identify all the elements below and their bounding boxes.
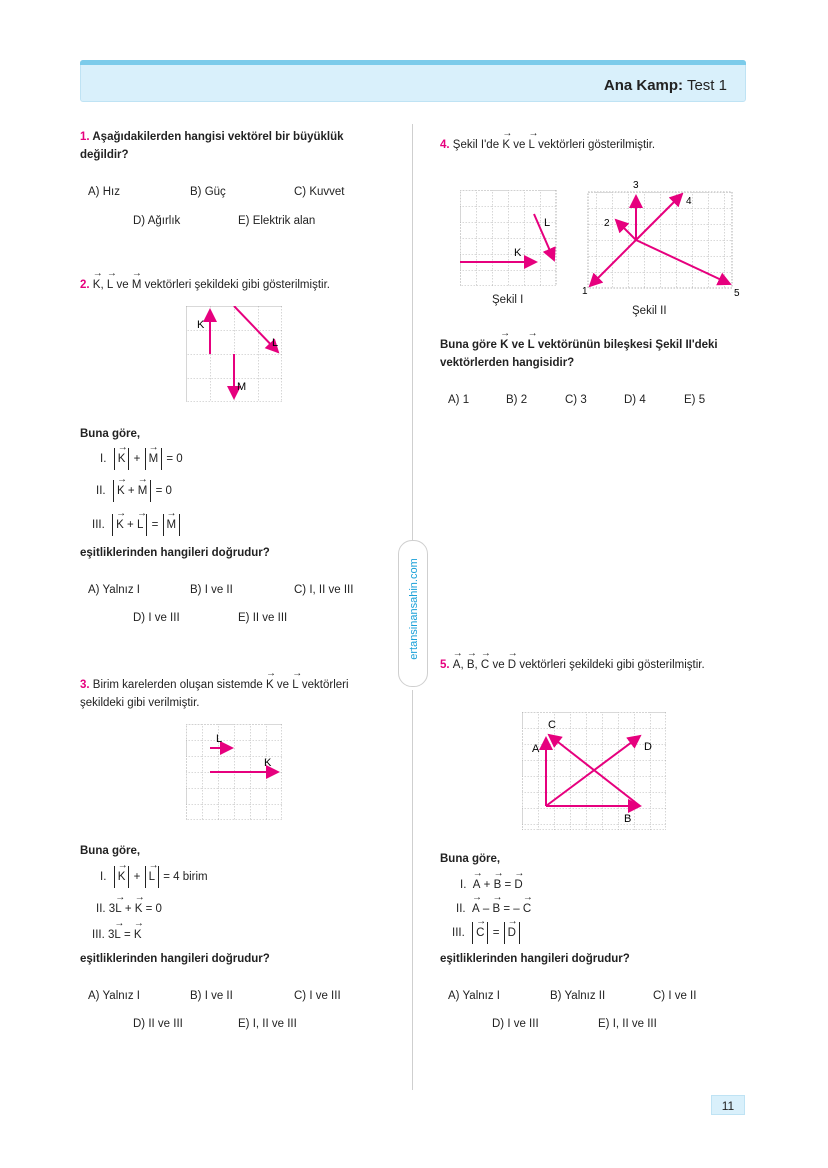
q2-roman-1: I. [100, 453, 107, 465]
q5-question: eşitliklerinden hangileri doğrudur? [440, 953, 630, 965]
q2-option-a[interactable]: A) Yalnız I [88, 584, 140, 596]
q3-roman-1: I. [100, 871, 107, 883]
q4-option-a[interactable]: A) 1 [448, 394, 470, 406]
q5-eq3-equals: = [492, 927, 500, 939]
q3-text1a: Birim karelerden oluşan sistemde [92, 679, 263, 691]
q4-q-a: Buna göre [440, 339, 497, 351]
q2-vec-m: → M [132, 276, 142, 294]
q4-fig2-num-3: 3 [633, 180, 639, 191]
q4-fig2-caption: Şekil II [632, 305, 667, 317]
q1-option-e[interactable]: E) Elektrik alan [238, 215, 316, 227]
q3-eq3-k: → K [134, 924, 142, 946]
q5-option-a[interactable]: A) Yalnız I [448, 990, 500, 1002]
q2-label-m: M [237, 381, 247, 393]
q4-option-c[interactable]: C) 3 [565, 394, 587, 406]
q3-text2: şekildeki gibi verilmiştir. [80, 697, 200, 709]
q3-option-c[interactable]: C) I ve III [294, 990, 341, 1002]
q2-eq1-k: → K [118, 448, 126, 470]
q4-q-l: → L [528, 336, 535, 354]
q2-eq1-m: → M [149, 448, 159, 470]
q1-option-b[interactable]: B) Güç [190, 186, 226, 198]
page-number: 11 [711, 1095, 745, 1115]
q2-eq3-l: → L [137, 514, 143, 536]
q4-q-b: vektörünün bileşkesi Şekil II'deki [537, 339, 718, 351]
q3-eq2-plus: + [124, 903, 132, 915]
q5-number: 5. [440, 659, 450, 671]
watermark-box [398, 540, 428, 687]
q4-fig2-num-1: 1 [582, 286, 588, 297]
q4-option-b[interactable]: B) 2 [506, 394, 528, 406]
q2-text-end: vektörleri şekildeki gibi gösterilmiştir. [144, 279, 330, 291]
q3-vec-k: → K [266, 676, 274, 694]
q3-eq1-l: → L [149, 866, 155, 888]
q4-figure2 [580, 176, 746, 300]
q3-option-e[interactable]: E) I, II ve III [238, 1018, 297, 1030]
q2-eq1 [100, 448, 183, 470]
q2-eq2-m: → M [138, 480, 148, 502]
q4-question [440, 336, 760, 372]
q5-option-b[interactable]: B) Yalnız II [550, 990, 606, 1002]
q2-figure [186, 306, 282, 402]
q5-eq3-c: → C [476, 922, 484, 944]
q3-eq1 [100, 866, 208, 888]
q2-label-l: L [272, 337, 279, 349]
q3-eq1-k: → K [118, 866, 126, 888]
q5-eq3-d: → D [508, 922, 516, 944]
q1-text-line2: değildir? [80, 149, 129, 161]
q4-vec-k: → K [502, 136, 510, 154]
q5-eq2-a: → A [472, 898, 480, 920]
q5-eq1-b: → B [494, 874, 502, 896]
q3-eq3-l: → L [114, 924, 120, 946]
q3-text1b: vektörleri [301, 679, 349, 691]
q2-text: 2. → K, → L ve → M vektörleri şekildeki gibi gösterilmiştir. [80, 276, 400, 294]
column-divider-lower [412, 690, 413, 1090]
q2-eq3-k: → K [116, 514, 124, 536]
q3-label-k: K [264, 757, 272, 769]
q1-option-c[interactable]: C) Kuvvet [294, 186, 345, 198]
q5-label-a: A [532, 743, 540, 755]
q4-option-d[interactable]: D) 4 [624, 394, 646, 406]
q2-roman-3: III. [92, 519, 105, 531]
q3-eq2 [96, 898, 162, 920]
q5-option-d[interactable]: D) I ve III [492, 1018, 539, 1030]
q3-eq2-l: → L [115, 898, 121, 920]
q3-vec-l: → L [292, 676, 298, 694]
q3-roman-3: III. [92, 929, 105, 941]
q2-ve: ve [116, 279, 129, 291]
q5-eq2-c: → C [523, 898, 531, 920]
q3-label-l: L [216, 733, 223, 745]
q4-ve: ve [513, 139, 526, 151]
q3-option-d[interactable]: D) II ve III [133, 1018, 183, 1030]
q5-eq1-d: → D [514, 874, 522, 896]
q1-option-d[interactable]: D) Ağırlık [133, 215, 181, 227]
q3-number: 3. [80, 679, 90, 691]
header-stripe [80, 60, 746, 65]
q5-vec-d: → D [508, 656, 516, 674]
q5-vec-c: → C [481, 656, 489, 674]
q4-figure1 [460, 190, 580, 286]
q4-fig2-num-5: 5 [734, 288, 740, 299]
q2-eq3-m: → M [167, 514, 177, 536]
q4-fig1-label-k: K [514, 247, 522, 259]
q4-text-a: Şekil I'de [452, 139, 500, 151]
q2-eq3-equals: = [151, 519, 159, 531]
q5-ve: ve [492, 659, 505, 671]
q5-eq1-equals: = [504, 879, 512, 891]
q2-option-b[interactable]: B) I ve II [190, 584, 233, 596]
watermark-text: ertansinansahin.com [408, 558, 420, 660]
q5-text: 5. → A, → B, → C ve → D vektörleri şekildeki gibi gösterilmiştir. [440, 656, 780, 674]
q3-eq2-k: → K [135, 898, 143, 920]
q1-option-a[interactable]: A) Hız [88, 186, 120, 198]
q3-text [80, 676, 400, 712]
q4-vec-l: → L [529, 136, 535, 154]
q5-eq1-a: → A [473, 874, 481, 896]
q5-roman-3: III. [452, 927, 465, 939]
q2-eq3 [92, 514, 181, 536]
q2-roman-2: II. [96, 485, 106, 497]
q3-eq3 [92, 924, 142, 946]
q3-question: eşitliklerinden hangileri doğrudur? [80, 953, 270, 965]
q4-fig2-num-2: 2 [604, 218, 610, 229]
q2-eq2-plus: + [127, 485, 135, 497]
q5-eq2-neg-equals: = – [503, 903, 520, 915]
q3-ve: ve [276, 679, 290, 691]
q2-option-e[interactable]: E) II ve III [238, 612, 288, 624]
q2-option-c[interactable]: C) I, II ve III [294, 584, 354, 596]
q5-buna: Buna göre, [440, 853, 501, 865]
q2-label-k: K [197, 319, 205, 331]
q5-roman-1: I. [460, 879, 467, 891]
q5-figure [522, 712, 666, 830]
q5-eq2-minus: – [482, 903, 490, 915]
q3-eq2-end: = 0 [145, 903, 162, 915]
q2-eq2-end: = 0 [155, 485, 172, 497]
q4-number: 4. [440, 139, 450, 151]
q5-label-b: B [624, 813, 632, 825]
q4-fig1-label-l: L [544, 217, 551, 229]
q4-fig1-caption: Şekil I [492, 294, 524, 306]
q5-vec-a: → A [453, 656, 461, 674]
q5-label-c: C [548, 719, 556, 731]
q1-text-line1: Aşağıdakilerden hangisi vektörel bir büyüklük [92, 131, 344, 143]
title-rest: Test 1 [686, 77, 727, 94]
q5-eq1-plus: + [483, 879, 491, 891]
q2-option-d[interactable]: D) I ve III [133, 612, 180, 624]
q2-eq2 [96, 480, 172, 502]
q3-eq2-three: 3 [108, 903, 116, 915]
q4-q-k: → K [500, 336, 508, 354]
q4-option-e[interactable]: E) 5 [684, 394, 706, 406]
q3-option-a[interactable]: A) Yalnız I [88, 990, 140, 1002]
q3-buna: Buna göre, [80, 845, 141, 857]
q3-eq3-three: 3 [107, 929, 115, 941]
q2-eq1-end: = 0 [166, 453, 183, 465]
q2-buna: Buna göre, [80, 428, 141, 440]
q2-number: 2. [80, 279, 90, 291]
q2-vec-k: → K [93, 276, 101, 294]
q5-roman-2: II. [456, 903, 466, 915]
q5-text-end: vektörleri şekildeki gibi gösterilmiştir. [519, 659, 705, 671]
q4-q-ve: ve [511, 339, 525, 351]
page-title [525, 77, 745, 94]
q5-vec-b: → B [467, 656, 475, 674]
q2-vec-l: → L [107, 276, 113, 294]
q3-roman-2: II. [96, 903, 106, 915]
q1-number: 1. [80, 131, 90, 143]
q5-eq2 [456, 898, 531, 920]
q1-text [80, 128, 400, 164]
q3-figure [186, 724, 282, 820]
q5-eq2-b: → B [492, 898, 500, 920]
q5-option-c[interactable]: C) I ve II [653, 990, 697, 1002]
q3-option-b[interactable]: B) I ve II [190, 990, 233, 1002]
q3-eq3-equals: = [124, 929, 131, 941]
q2-eq1-plus: + [133, 453, 141, 465]
q4-fig2-num-4: 4 [686, 196, 692, 207]
q5-eq1 [460, 874, 523, 896]
q2-eq3-plus: + [127, 519, 134, 531]
q5-label-d: D [644, 741, 652, 753]
q4-q-c: vektörlerden hangisidir? [440, 357, 575, 369]
q3-eq1-end: = 4 birim [163, 871, 208, 883]
header-bar [80, 60, 746, 102]
title-bold: Ana Kamp: [603, 77, 684, 94]
q3-eq1-plus: + [133, 871, 141, 883]
q2-question: eşitliklerinden hangileri doğrudur? [80, 547, 270, 559]
q4-text [440, 136, 760, 154]
q2-eq2-k: → K [117, 480, 125, 502]
q4-text-b: vektörleri gösterilmiştir. [538, 139, 656, 151]
q5-eq3 [452, 922, 521, 944]
q5-option-e[interactable]: E) I, II ve III [598, 1018, 657, 1030]
